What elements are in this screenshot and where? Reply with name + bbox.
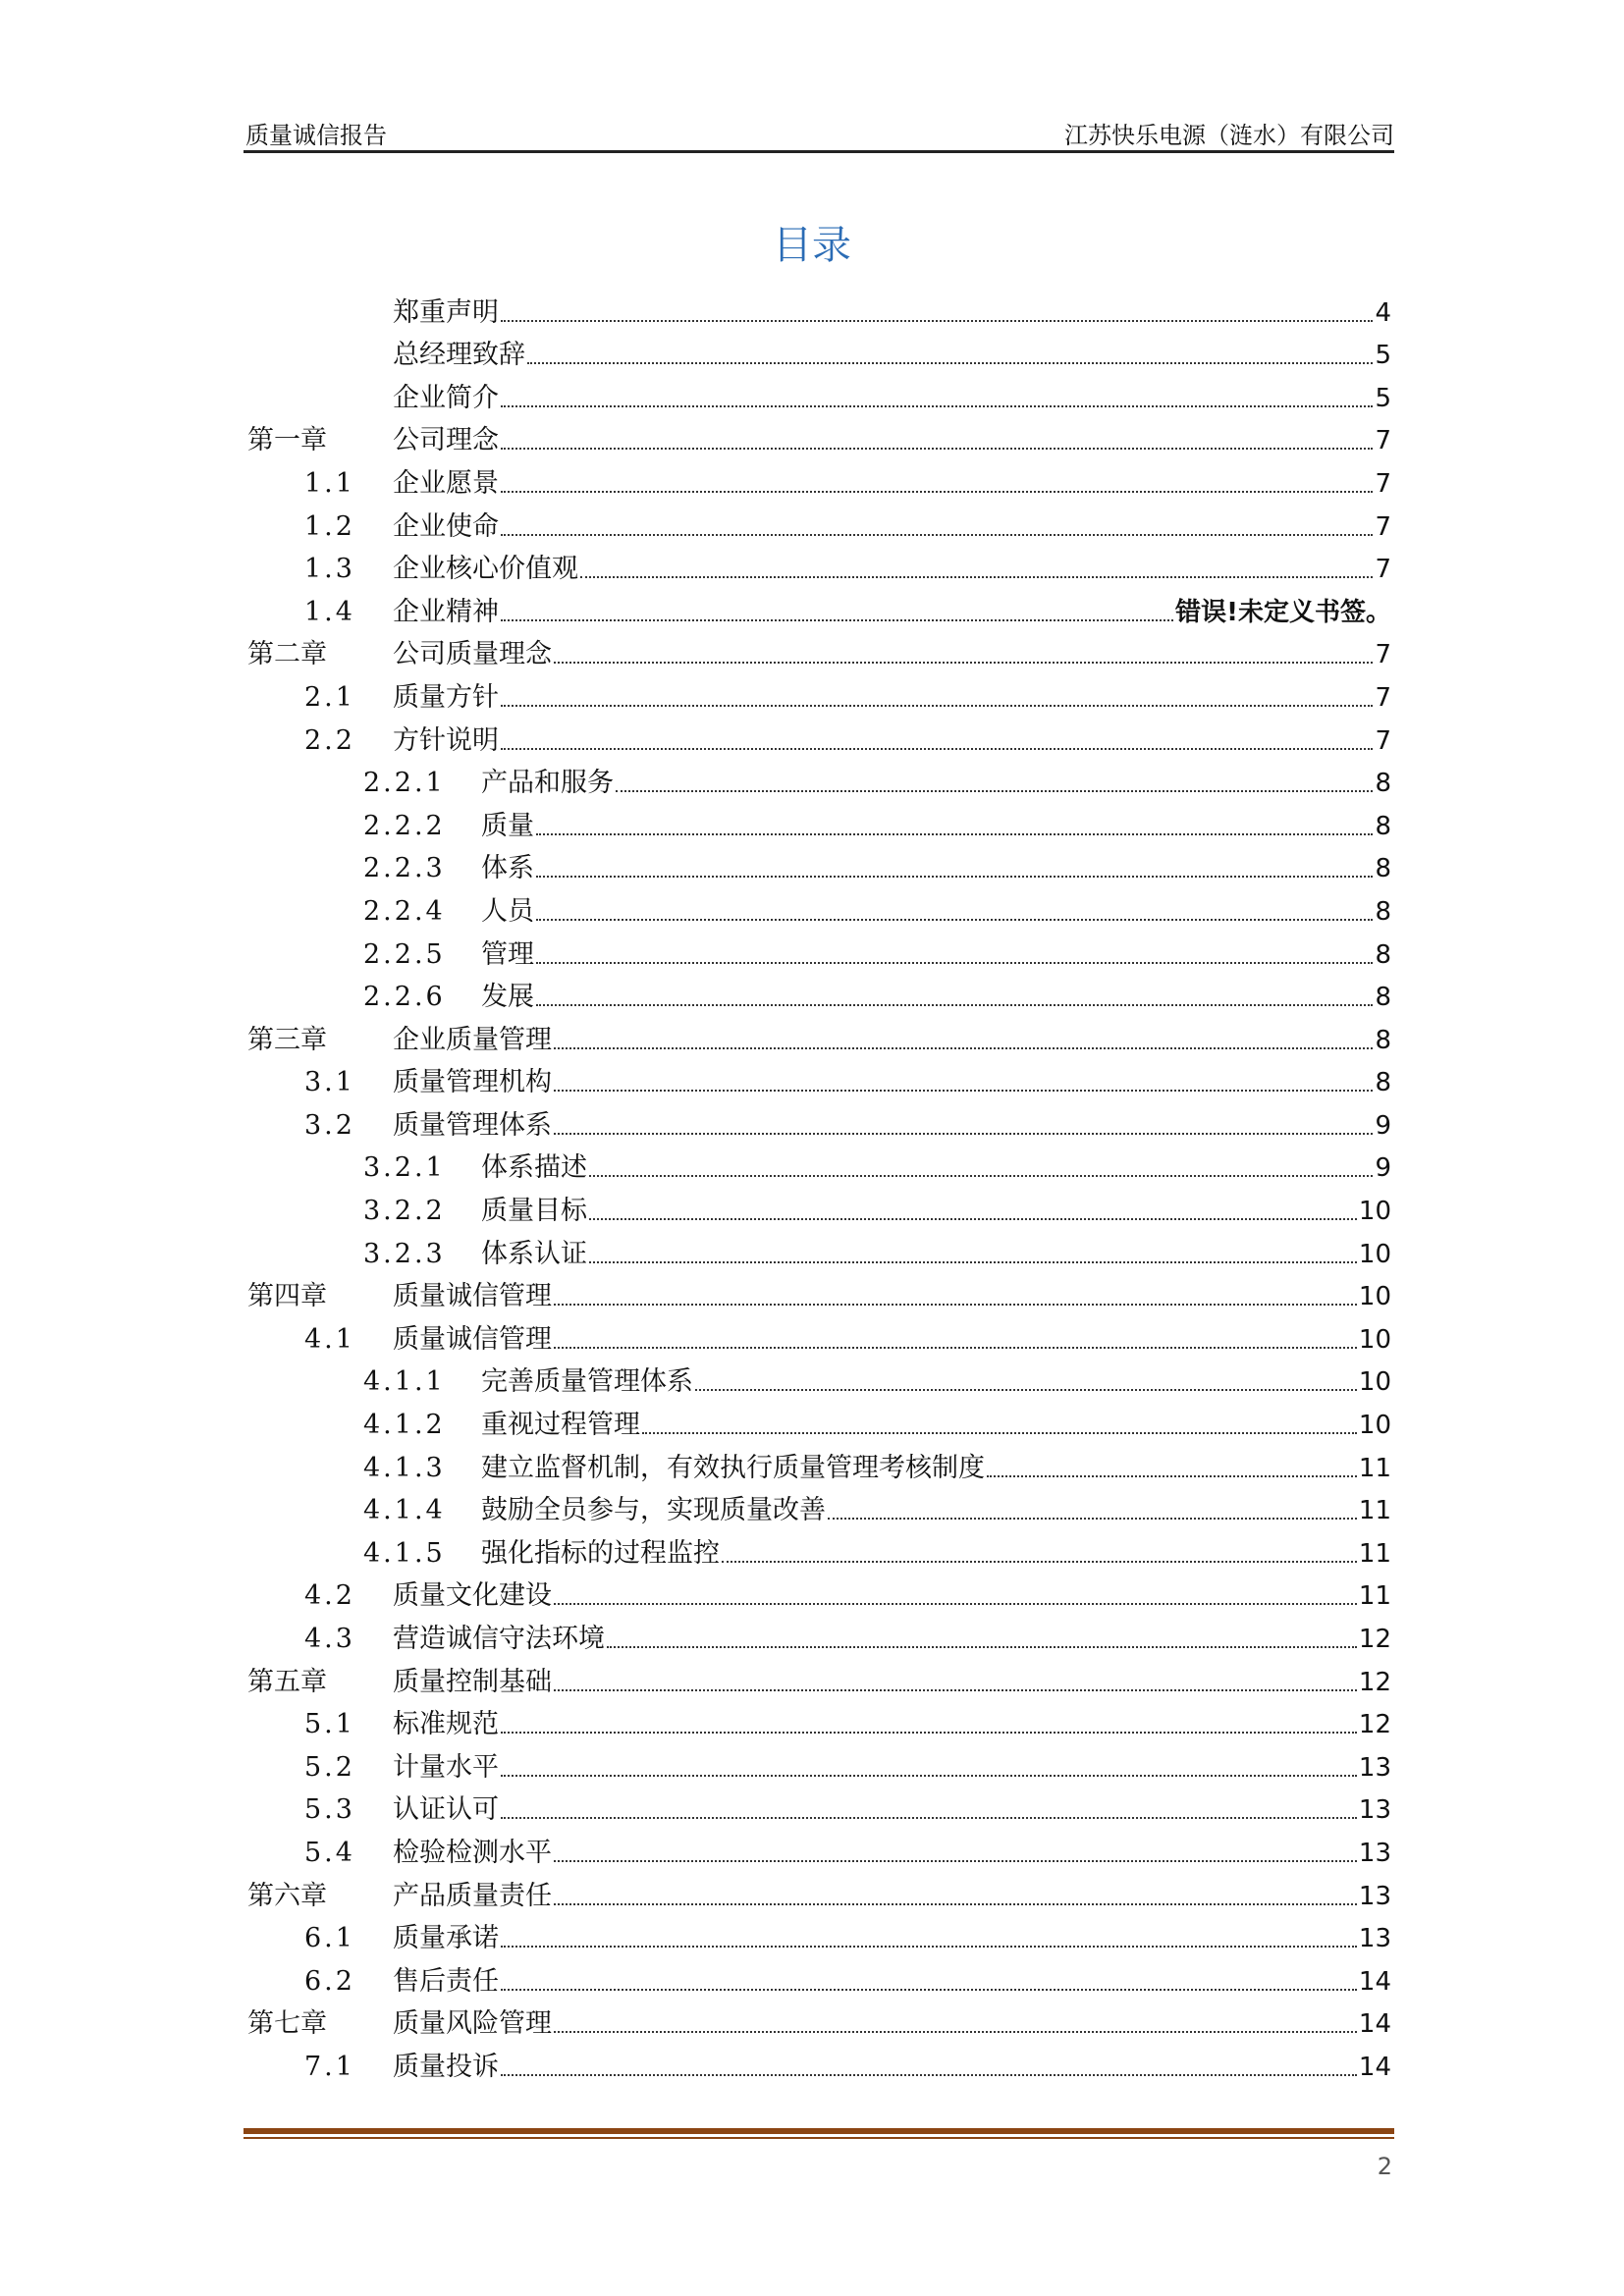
toc-entry-title: 质量投诉 [393,2051,499,2082]
toc-entry-number: 3.2.2 [363,1196,446,1227]
toc-entry-title: 质量风险管理 [393,2008,552,2040]
toc-entry[interactable] [247,1440,1391,1483]
toc-entry-number: 4.1.4 [363,1495,446,1526]
toc-entry-title: 强化指标的过程监控 [481,1537,720,1569]
toc-entry-number: 4.3 [304,1624,355,1654]
toc-entry-number: 7.1 [304,2051,355,2082]
toc-entry-number: 2.2.1 [363,768,446,799]
toc-entry[interactable] [247,1141,1391,1184]
toc-dot-leader [536,962,1373,964]
toc-entry-title: 体系描述 [481,1152,587,1184]
toc-entry[interactable] [247,1525,1391,1569]
toc-entry-title: 质量目标 [481,1196,587,1227]
toc-dot-leader [554,662,1373,664]
toc-dot-leader [554,1903,1357,1905]
toc-entry-page: 14 [1358,2009,1391,2040]
toc-entry[interactable] [247,1012,1391,1055]
toc-entry-title: 认证认可 [393,1794,499,1826]
toc-entry-number: 2.2.5 [363,938,446,970]
toc-entry-page: 12 [1358,1667,1391,1697]
toc-entry-page: 8 [1375,769,1391,799]
toc-entry-title: 体系 [481,853,534,884]
toc-entry-title: 检验检测水平 [393,1837,552,1868]
toc-entry-title: 企业核心价值观 [393,554,578,585]
toc-entry-number: 4.1.1 [363,1366,446,1398]
toc-entry-title: 企业简介 [393,382,499,413]
toc-entry-number: 3.1 [304,1067,355,1098]
toc-dot-leader [554,1090,1373,1092]
toc-entry[interactable] [247,455,1391,499]
toc-entry-title: 售后责任 [393,1965,499,1997]
toc-entry-title: 质量承诺 [393,1923,499,1954]
toc-entry-title: 发展 [481,982,534,1013]
toc-entry-number: 2.2.6 [363,982,446,1013]
toc-entry-number: 第二章 [247,639,327,670]
toc-entry-title: 产品质量责任 [393,1880,552,1911]
toc-entry-page: 12 [1358,1625,1391,1654]
toc-dot-leader [589,1261,1357,1263]
toc-entry-page: 11 [1358,1581,1391,1612]
toc-dot-leader [536,833,1373,835]
toc-entry[interactable] [247,1654,1391,1697]
toc-entry-title: 管理 [481,938,534,970]
toc-entry-page: 10 [1358,1367,1391,1398]
toc-entry[interactable] [247,756,1391,799]
toc-entry-number: 2.2 [304,724,355,756]
toc-entry[interactable] [247,1183,1391,1226]
toc-entry[interactable] [247,328,1391,371]
toc-entry-page: 8 [1375,811,1391,841]
toc-entry[interactable] [247,627,1391,670]
toc-entry-page: 5 [1375,383,1391,413]
toc-entry-page: 7 [1375,426,1391,456]
toc-dot-leader [501,1989,1357,1991]
toc-dot-leader [501,491,1373,493]
toc-entry-number: 6.2 [304,1965,355,1997]
toc-dot-leader [554,1347,1357,1349]
toc-entry-title: 公司质量理念 [393,639,552,670]
toc-entry-number: 2.2.2 [363,810,446,841]
toc-entry-page: 8 [1375,983,1391,1013]
toc-entry-title: 企业愿景 [393,467,499,499]
toc-dot-leader [554,1860,1357,1862]
toc-dot-leader [501,705,1373,707]
toc-entry[interactable] [247,1055,1391,1098]
toc-entry[interactable] [247,1397,1391,1440]
toc-dot-leader [536,919,1373,921]
toc-entry-number: 第三章 [247,1024,327,1055]
toc-entry-number: 6.1 [304,1923,355,1954]
toc-entry-page: 11 [1358,1453,1391,1483]
toc-entry-page: 13 [1358,1752,1391,1783]
toc-entry-page: 8 [1375,939,1391,970]
toc-entry[interactable] [247,1953,1391,1997]
footer-divider [244,2128,1394,2134]
toc-dot-leader [501,405,1373,407]
toc-entry-title: 郑重声明 [393,296,499,328]
toc-entry[interactable] [247,1911,1391,1954]
toc-entry-number: 5.4 [304,1837,355,1868]
toc-entry-page: 8 [1375,854,1391,884]
toc-entry-number: 2.2.3 [363,853,446,884]
toc-entry-page: 12 [1358,1710,1391,1740]
toc-dot-leader [501,1817,1357,1819]
toc-dot-leader [501,1732,1357,1734]
page-number: 2 [1377,2153,1392,2180]
toc-entry[interactable] [247,883,1391,927]
toc-dot-leader [987,1475,1357,1477]
toc-dot-leader [501,1775,1357,1777]
toc-entry-number: 4.1.5 [363,1537,446,1569]
toc-entry-error: 错误!未定义书签。 [1175,597,1391,627]
header-company: 江苏快乐电源（涟水）有限公司 [1064,122,1394,149]
toc-entry-number: 第一章 [247,425,327,456]
toc-dot-leader [501,1946,1357,1948]
toc-dot-leader [527,362,1373,364]
toc-dot-leader [501,748,1373,750]
toc-entry-page: 10 [1358,1239,1391,1269]
toc-entry[interactable] [247,499,1391,542]
toc-dot-leader [642,1432,1357,1434]
toc-entry-number: 1.3 [304,554,355,585]
toc-entry-title: 体系认证 [481,1238,587,1269]
toc-entry[interactable] [247,970,1391,1013]
toc-entry[interactable] [247,1611,1391,1654]
toc-entry-number: 4.2 [304,1580,355,1612]
toc-entry-page: 4 [1375,297,1391,328]
toc-entry[interactable] [247,1997,1391,2040]
toc-dot-leader [616,790,1373,792]
toc-dot-leader [536,1004,1373,1006]
toc-entry-title: 企业精神 [393,596,499,627]
toc-entry-number: 第四章 [247,1281,327,1312]
toc-entry[interactable] [247,798,1391,841]
toc-entry-number: 4.1.3 [363,1452,446,1483]
toc-dot-leader [589,1218,1357,1220]
header-title: 质量诚信报告 [245,122,387,149]
toc-entry-page: 10 [1358,1282,1391,1312]
toc-entry-page: 9 [1375,1110,1391,1141]
toc-entry[interactable] [247,1226,1391,1269]
toc-dot-leader [828,1518,1357,1520]
toc-dot-leader [536,876,1373,878]
toc-dot-leader [554,1603,1357,1605]
toc-entry-title: 企业质量管理 [393,1024,552,1055]
toc-entry-number: 3.2 [304,1109,355,1141]
toc-entry-title: 质量诚信管理 [393,1281,552,1312]
header-divider [244,150,1394,153]
toc-entry-number: 1.1 [304,467,355,499]
toc-entry-title: 产品和服务 [481,768,614,799]
toc-entry-title: 公司理念 [393,425,499,456]
toc-entry[interactable] [247,1355,1391,1398]
toc-entry[interactable] [247,542,1391,585]
toc-entry-number: 第七章 [247,2008,327,2040]
toc-entry[interactable] [247,1783,1391,1826]
toc-entry-number: 第六章 [247,1880,327,1911]
toc-entry-title: 营造诚信守法环境 [393,1624,605,1654]
toc-entry-page: 9 [1375,1153,1391,1184]
toc-entry-page: 8 [1375,1025,1391,1055]
toc-entry[interactable] [247,927,1391,970]
toc-entry[interactable] [247,669,1391,713]
toc-entry[interactable] [247,841,1391,884]
toc-entry[interactable] [247,1569,1391,1612]
toc-entry-title: 质量文化建设 [393,1580,552,1612]
footer-divider-thin [244,2137,1394,2139]
toc-entry-title: 建立监督机制，有效执行质量管理考核制度 [481,1452,985,1483]
toc-dot-leader [554,1047,1373,1049]
toc-dot-leader [501,534,1373,536]
toc-dot-leader [554,1133,1373,1135]
toc-entry-number: 1.2 [304,510,355,542]
toc-entry-page: 5 [1375,341,1391,371]
toc-entry-page: 7 [1375,468,1391,499]
toc-entry-title: 质量方针 [393,681,499,713]
toc-entry-page: 7 [1375,555,1391,585]
toc-entry-title: 质量管理体系 [393,1109,552,1141]
toc-entry-page: 8 [1375,1068,1391,1098]
toc-entry-page: 8 [1375,896,1391,927]
toc-entry-title: 方针说明 [393,724,499,756]
toc-entry-number: 2.1 [304,681,355,713]
toc-entry-title: 质量 [481,810,534,841]
toc-entry-number: 3.2.3 [363,1238,446,1269]
toc-entry[interactable] [247,413,1391,456]
toc-dot-leader [589,1175,1373,1177]
table-of-contents [247,285,1391,2082]
toc-entry-title: 质量诚信管理 [393,1323,552,1355]
toc-dot-leader [501,2074,1357,2076]
toc-entry-page: 7 [1375,682,1391,713]
toc-entry-title: 完善质量管理体系 [481,1366,693,1398]
toc-entry-page: 13 [1358,1795,1391,1826]
toc-entry-page: 7 [1375,640,1391,670]
toc-entry-number: 第五章 [247,1666,327,1697]
toc-dot-leader [501,320,1373,322]
toc-entry-page: 14 [1358,1966,1391,1997]
toc-entry[interactable] [247,1825,1391,1868]
toc-entry-page: 11 [1358,1538,1391,1569]
toc-entry-page: 7 [1375,725,1391,756]
toc-entry[interactable] [247,713,1391,756]
toc-entry-page: 7 [1375,511,1391,542]
toc-dot-leader [554,1304,1357,1306]
toc-entry-page: 10 [1358,1411,1391,1441]
toc-entry[interactable] [247,285,1391,328]
toc-dot-leader [554,2031,1357,2033]
toc-entry-title: 总经理致辞 [393,340,525,371]
toc-entry-page: 13 [1358,1924,1391,1954]
toc-entry-page: 10 [1358,1324,1391,1355]
toc-entry[interactable] [247,1269,1391,1312]
toc-entry[interactable] [247,1739,1391,1783]
toc-entry-title: 质量控制基础 [393,1666,552,1697]
toc-entry-number: 3.2.1 [363,1152,446,1184]
toc-entry-page: 10 [1358,1197,1391,1227]
toc-entry-title: 人员 [481,895,534,927]
toc-entry-number: 5.2 [304,1751,355,1783]
toc-dot-leader [501,619,1173,621]
toc-entry[interactable] [247,1311,1391,1355]
toc-entry[interactable] [247,1097,1391,1141]
toc-entry[interactable] [247,1697,1391,1740]
toc-entry-number: 1.4 [304,596,355,627]
toc-entry-number: 5.1 [304,1709,355,1740]
toc-dot-leader [722,1561,1357,1563]
toc-dot-leader [695,1389,1357,1391]
toc-entry[interactable] [247,2039,1391,2082]
toc-entry-title: 计量水平 [393,1751,499,1783]
toc-entry-title: 企业使命 [393,510,499,542]
toc-entry-title: 重视过程管理 [481,1410,640,1441]
toc-title: 目录 [773,223,851,268]
toc-entry-number: 5.3 [304,1794,355,1826]
toc-entry[interactable] [247,584,1391,627]
toc-entry-number: 2.2.4 [363,895,446,927]
toc-entry-page: 13 [1358,1881,1391,1911]
toc-dot-leader [501,448,1373,450]
toc-entry-page: 11 [1358,1496,1391,1526]
toc-entry[interactable] [247,370,1391,413]
toc-dot-leader [607,1646,1357,1648]
toc-entry-page: 14 [1358,2052,1391,2082]
toc-entry-title: 标准规范 [393,1709,499,1740]
toc-entry-number: 4.1 [304,1323,355,1355]
toc-entry-title: 鼓励全员参与，实现质量改善 [481,1495,826,1526]
toc-dot-leader [554,1689,1357,1691]
toc-entry[interactable] [247,1868,1391,1911]
toc-entry-page: 13 [1358,1838,1391,1868]
toc-entry-number: 4.1.2 [363,1410,446,1441]
toc-dot-leader [580,576,1373,578]
toc-entry-title: 质量管理机构 [393,1067,552,1098]
toc-entry[interactable] [247,1483,1391,1526]
